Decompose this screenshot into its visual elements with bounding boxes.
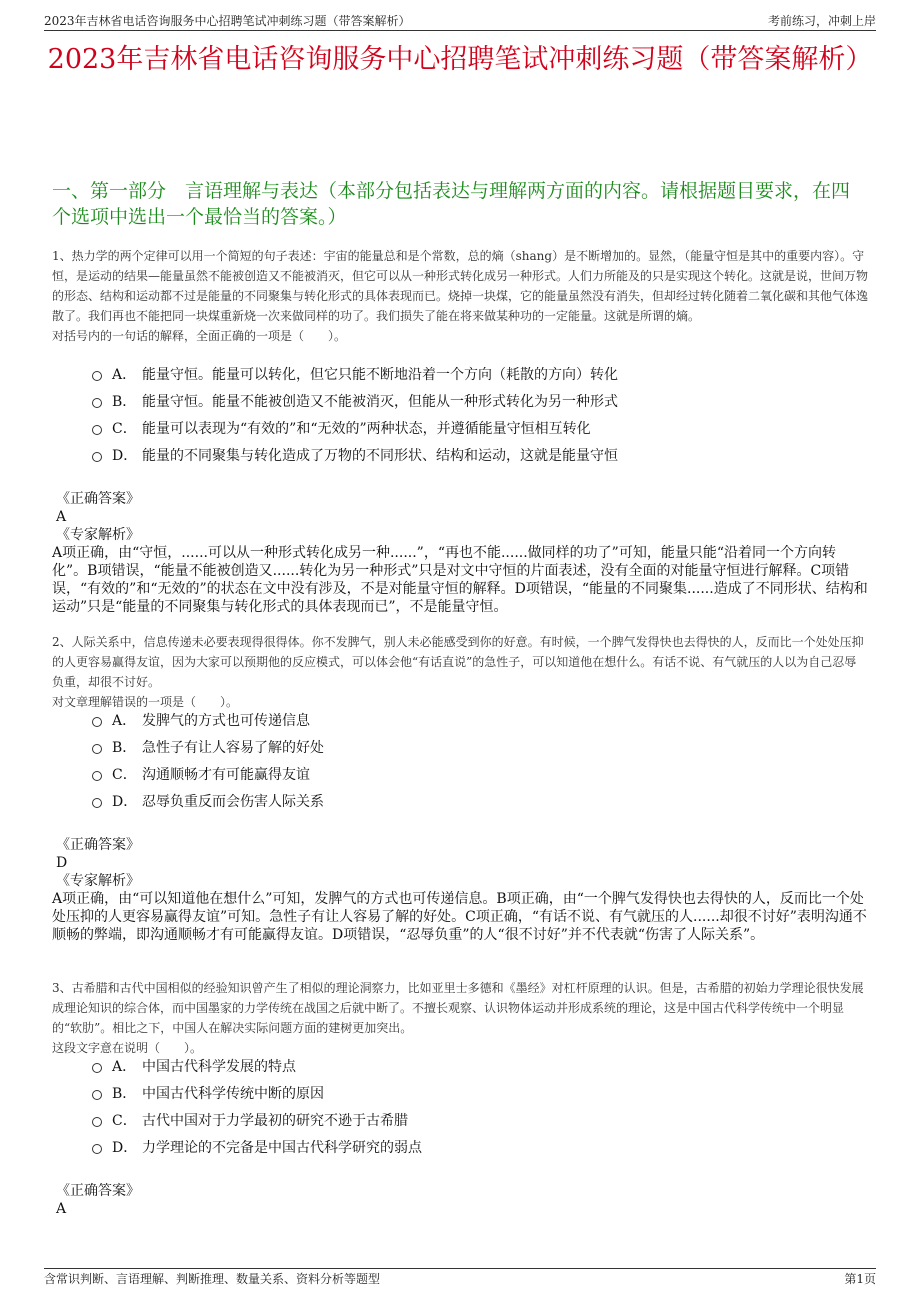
footer-description: 含常识判断、言语理解、判断推理、数量关系、资料分析等题型 [44, 1272, 381, 1286]
answer-block-1 [52, 490, 868, 616]
radio-icon[interactable] [92, 1144, 102, 1154]
analysis-label: 《专家解析》 [56, 873, 140, 889]
analysis-text: A项正确，由“可以知道他在想什么”可知，发脾气的方式也可传递信息。B项正确，由“一个脾气发得快也去得快的人，反而比一个处处压抑的人更容易赢得友谊”可知。急性子有让人容易了解的好处。C项正确，“有话不说、有气就压的人......却很不讨好”表明沟通不顺畅的弊端，即沟通顺畅才有可能赢得友谊。D项错误，“忍辱负重”的人“很不讨好”并不代表就“伤害了人际关系”。 [52, 891, 867, 943]
option-d[interactable]: D． 忍辱负重反而会伤害人际关系 [92, 789, 868, 816]
answer-label: 《正确答案》 [56, 1183, 140, 1199]
option-b[interactable]: B． 急性子有让人容易了解的好处 [92, 735, 868, 762]
option-d[interactable]: D． 力学理论的不完备是中国古代科学研究的弱点 [92, 1135, 868, 1162]
radio-icon[interactable] [92, 425, 102, 435]
radio-icon[interactable] [92, 744, 102, 754]
radio-icon[interactable] [92, 798, 102, 808]
answer-value: A [56, 509, 67, 525]
question-text: 3、古希腊和古代中国相似的经验知识曾产生了相似的理论洞察力，比如亚里士多德和《墨经》对杠杆原理的认识。但是，古希腊的初始力学理论很快发展成理论知识的综合体，而中国墨家的力学传统在战国之后就中断了。不擅长观察、认识物体运动并形成系统的理论，这是中国古代科学传统中一个明显的“软肋”。相比之下，中国人在解决实际问题方面的建树更加突出。 [52, 981, 864, 1035]
option-c[interactable]: C． 能量可以表现为“有效的”和“无效的”两种状态，并遵循能量守恒相互转化 [92, 416, 868, 443]
question-3 [52, 978, 868, 1058]
answer-block-2 [52, 836, 868, 944]
header-doc-title: 2023年吉林省电话咨询服务中心招聘笔试冲刺练习题（带答案解析） [44, 14, 411, 28]
option-c[interactable]: C． 古代中国对于力学最初的研究不逊于古希腊 [92, 1108, 868, 1135]
option-c[interactable]: C． 沟通顺畅才有可能赢得友谊 [92, 762, 868, 789]
radio-icon[interactable] [92, 398, 102, 408]
analysis-text: A项正确，由“守恒，......可以从一种形式转化成另一种......”，“再也不能......做同样的功了”可知，能量只能“沿着同一个方向转化”。B项错误，“能量不能被创造又......转化为另一种形式”只是对文中守恒的片面表述，没有全面的对能量守恒进行解释。C项错误，“有效的”和“无效的”的状态在文中没有涉及，不是对能量守恒的解释。D项错误，“能量的不同聚集......造成了不同形状、结构和运动”只是“能量的不同聚集与转化形式的具体表现而已”，不是能量守恒。 [52, 545, 868, 615]
answer-block-3 [52, 1182, 868, 1218]
question-1 [52, 246, 868, 346]
page-footer [44, 1268, 876, 1289]
header-slogan: 考前练习，冲刺上岸 [767, 14, 876, 28]
page-number: 第1页 [844, 1272, 876, 1286]
question-prompt: 这段文字意在说明（ ）。 [52, 1041, 203, 1055]
option-a[interactable]: A． 中国古代科学发展的特点 [92, 1054, 868, 1081]
radio-icon[interactable] [92, 1117, 102, 1127]
options-q2 [92, 708, 868, 816]
option-b[interactable]: B． 中国古代科学传统中断的原因 [92, 1081, 868, 1108]
option-b[interactable]: B． 能量守恒。能量不能被创造又不能被消灭，但能从一种形式转化为另一种形式 [92, 389, 868, 416]
document-title: 2023年吉林省电话咨询服务中心招聘笔试冲刺练习题（带答案解析） [47, 44, 873, 75]
answer-label: 《正确答案》 [56, 837, 140, 853]
question-text: 2、人际关系中，信息传递未必要表现得很得体。你不发脾气，别人未必能感受到你的好意。有时候，一个脾气发得快也去得快的人，反而比一个处处压抑的人更容易赢得友谊，因为大家可以预期他的反应模式，可以体会他“有话直说”的急性子，可以知道他在想什么。有话不说、有气就压的人以为自己忍辱负重，却很不讨好。 [52, 635, 864, 689]
radio-icon[interactable] [92, 771, 102, 781]
section-heading: 一、第一部分 言语理解与表达（本部分包括表达与理解两方面的内容。请根据题目要求，在四个选项中选出一个最恰当的答案。） [52, 180, 851, 228]
radio-icon[interactable] [92, 452, 102, 462]
radio-icon[interactable] [92, 1063, 102, 1073]
radio-icon[interactable] [92, 717, 102, 727]
radio-icon[interactable] [92, 1090, 102, 1100]
question-prompt: 对括号内的一句话的解释，全面正确的一项是（ ）。 [52, 329, 347, 343]
options-q3 [92, 1054, 868, 1162]
analysis-label: 《专家解析》 [56, 527, 140, 543]
page-header [44, 12, 876, 31]
option-a[interactable]: A． 发脾气的方式也可传递信息 [92, 708, 868, 735]
option-d[interactable]: D． 能量的不同聚集与转化造成了万物的不同形状、结构和运动，这就是能量守恒 [92, 443, 868, 470]
radio-icon[interactable] [92, 371, 102, 381]
question-prompt: 对文章理解错误的一项是（ ）。 [52, 695, 239, 709]
answer-label: 《正确答案》 [56, 491, 140, 507]
answer-value: D [56, 855, 68, 871]
question-text: 1、热力学的两个定律可以用一个简短的句子表述：宇宙的能量总和是个常数，总的熵（shang）是不断增加的。显然，（能量守恒是其中的重要内容）。守恒，是运动的结果—能量虽然不能被创造又不能被消灭，但它可以从一种形式转化成另一种形式。人们力所能及的只是实现这个转化。这就是说，世间万物的形态、结构和运动都不过是能量的不同聚集与转化形式的具体表现而已。烧掉一块煤，它的能量虽然没有消失，但却经过转化随着二氧化碳和其他气体逸散了。我们再也不能把同一块煤重新烧一次来做同样的功了。我们损失了能在将来做某种功的一定能量。这就是所谓的熵。 [52, 249, 869, 323]
options-q1 [92, 362, 868, 470]
question-2 [52, 632, 868, 712]
option-a[interactable]: A． 能量守恒。能量可以转化，但它只能不断地沿着一个方向（耗散的方向）转化 [92, 362, 868, 389]
answer-value: A [56, 1201, 67, 1217]
